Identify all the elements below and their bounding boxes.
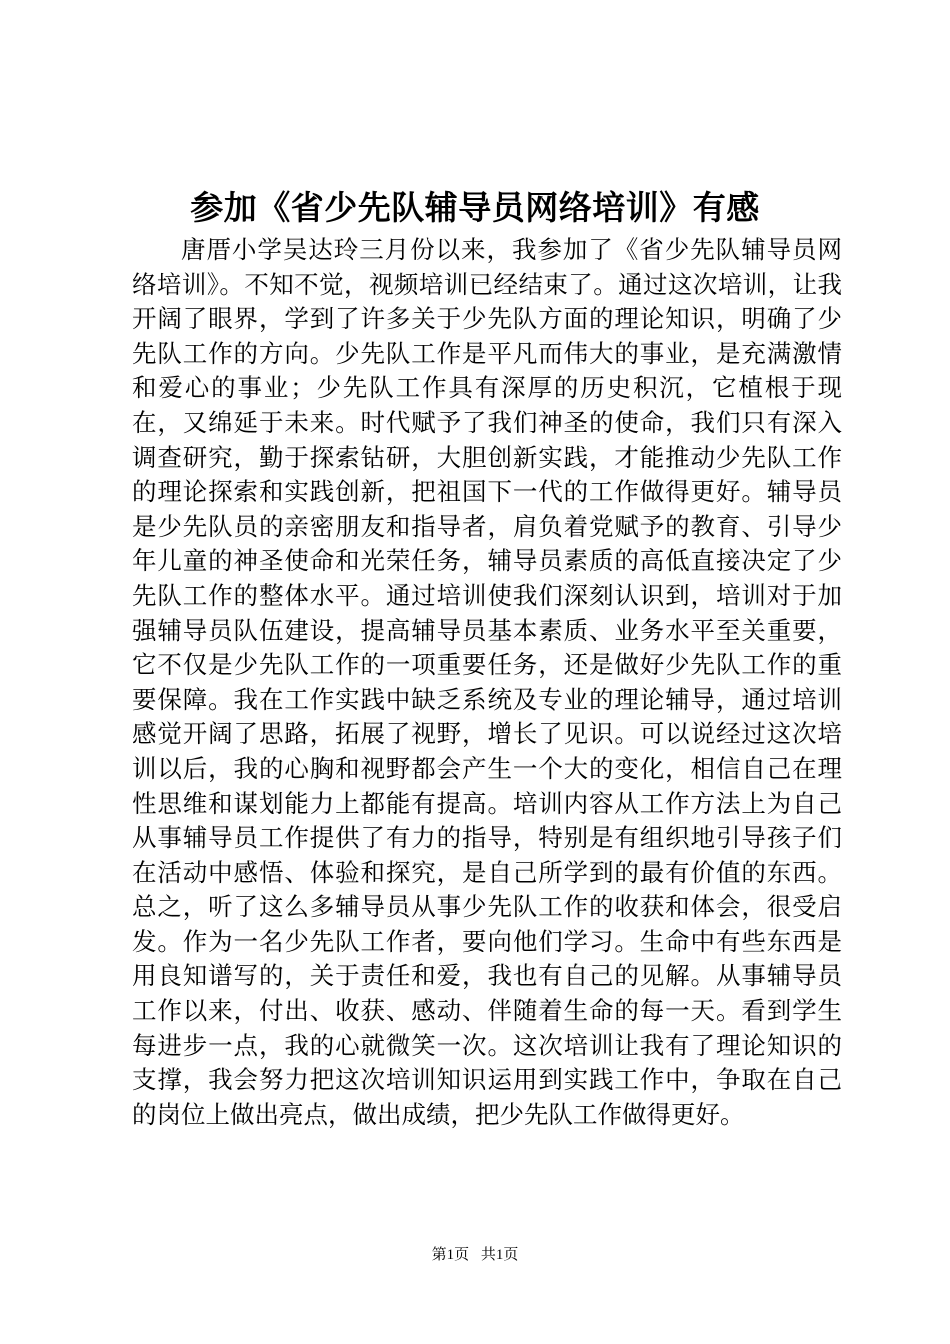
page-footer [0,1244,950,1266]
page-total: 共1页 [480,1247,519,1263]
document-body-paragraph: 唐厝小学吴达玲三月份以来，我参加了《省少先队辅导员网络培训》。不知不觉，视频培训已经结束了。通过这次培训，让我开阔了眼界，学到了许多关于少先队方面的理论知识，明确了少先队工作的方向。少先队工作是平凡而伟大的事业，是充满激情和爱心的事业；少先队工作具有深厚的历史积沉，它植根于现在，又绵延于未来。时代赋予了我们神圣的使命，我们只有深入调查研究，勤于探索钻研，大胆创新实践，才能推动少先队工作的理论探索和实践创新，把祖国下一代的工作做得更好。辅导员是少先队员的亲密朋友和指导者，肩负着党赋予的教育、引导少年儿童的神圣使命和光荣任务，辅导员素质的高低直接决定了少先队工作的整体水平。通过培训使我们深刻认识到，培训对于加强辅导员队伍建设，提高辅导员基本素质、业务水平至关重要，它不仅是少先队工作的一项重要任务，还是做好少先队工作的重要保障。我在工作实践中缺乏系统及专业的理论辅导，通过培训感觉开阔了思路，拓展了视野，增长了见识。可以说经过这次培训以后，我的心胸和视野都会产生一个大的变化，相信自己在理性思维和谋划能力上都能有提高。培训内容从工作方法上为自己从事辅导员工作提供了有力的指导，特别是有组织地引导孩子们在活动中感悟、体验和探究，是自己所学到的最有价值的东西。总之，听了这么多辅导员从事少先队工作的收获和体会，很受启发。作为一名少先队工作者，要向他们学习。生命中有些东西是用良知谱写的，关于责任和爱，我也有自己的见解。从事辅导员工作以来，付出、收获、感动、伴随着生命的每一天。看到学生每进步一点，我的心就微笑一次。这次培训让我有了理论知识的支撑，我会努力把这次培训知识运用到实践工作中，争取在自己的岗位上做出亮点，做出成绩，把少先队工作做得更好。 [132,235,842,1129]
document-title: 参加《省少先队辅导员网络培训》有感 [190,188,760,227]
page-number: 第1页 [431,1247,470,1263]
